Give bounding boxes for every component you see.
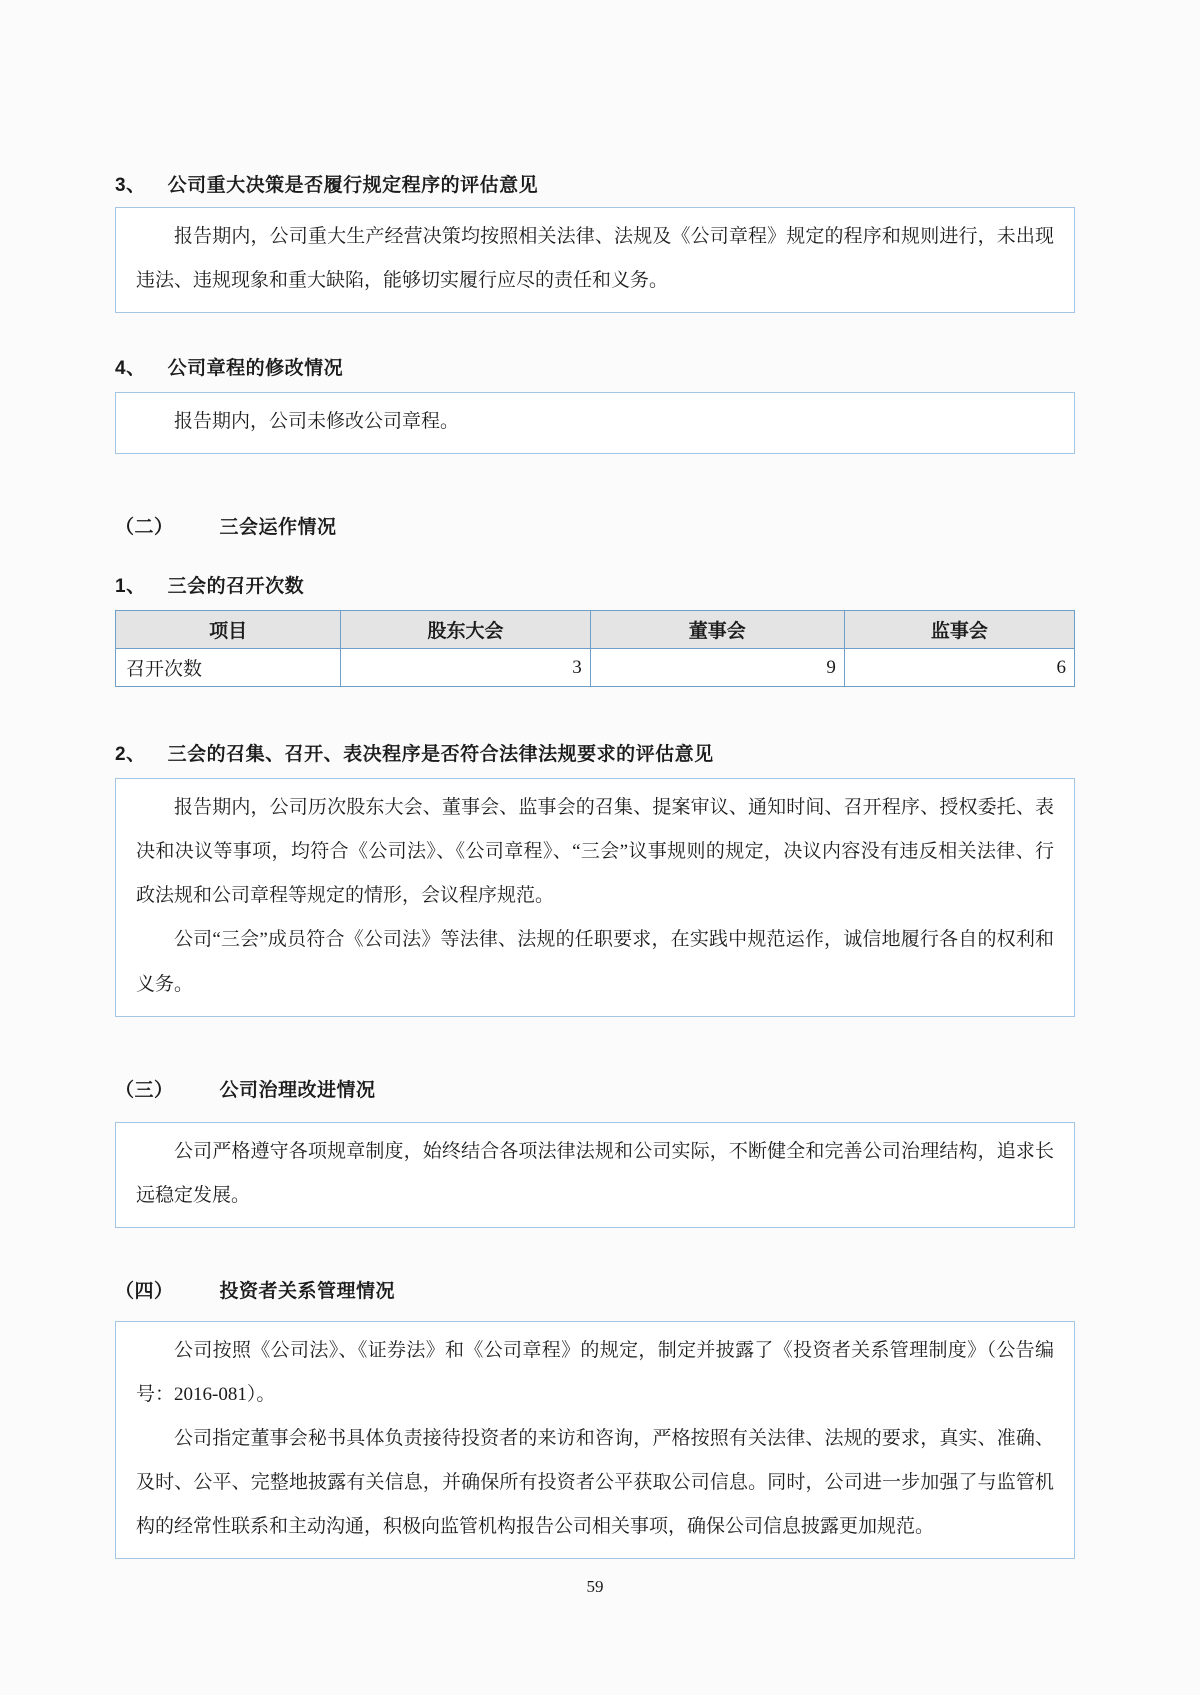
heading-title: 三会的召开次数: [167, 576, 305, 598]
table-cell-shareholders-count: 3: [341, 649, 590, 687]
table-header-board-of-directors: 董事会: [590, 611, 844, 649]
table-cell-row-label: 召开次数: [116, 649, 341, 687]
heading-number: 4、: [115, 358, 146, 380]
heading-number: （三）: [115, 1079, 174, 1101]
heading-title: 三会的召集、召开、表决程序是否符合法律法规要求的评估意见: [167, 744, 714, 766]
heading-number: 2、: [115, 744, 146, 766]
table-header-row: [116, 611, 1075, 649]
assessment-box-major-decisions: [115, 207, 1075, 313]
table-header-shareholders-meeting: 股东大会: [341, 611, 590, 649]
paragraph: 公司按照《公司法》、《证券法》和《公司章程》的规定，制定并披露了《投资者关系管理制度》（公告编号：2016-081）。: [136, 1339, 1054, 1405]
heading-number: （二）: [115, 517, 174, 539]
assessment-box-investor-relations: [115, 1321, 1075, 1559]
heading-title: 投资者关系管理情况: [219, 1280, 396, 1302]
paragraph: 报告期内，公司未修改公司章程。: [174, 411, 460, 433]
table-header-item: 项目: [116, 611, 341, 649]
table-header-supervisory-board: 监事会: [844, 611, 1074, 649]
heading-number: 3、: [115, 175, 146, 196]
heading-number: （四）: [115, 1280, 174, 1302]
heading-number: 1、: [115, 576, 146, 598]
assessment-box-three-meetings: [115, 778, 1075, 1016]
section-heading-4: [115, 1276, 1075, 1303]
table-cell-supervisors-count: 6: [844, 649, 1074, 687]
heading-title: 公司章程的修改情况: [167, 358, 344, 380]
page-number: 59: [586, 1577, 604, 1597]
paragraph: 报告期内，公司历次股东大会、董事会、监事会的召集、提案审议、通知时间、召开程序、授权委托、表决和决议等事项，均符合《公司法》、《公司章程》、“三会”议事规则的规定，决议内容没有违反相关法律、行政法规和公司章程等规定的情形，会议程序规范。: [136, 797, 1054, 907]
paragraph: 报告期内，公司重大生产经营决策均按照相关法律、法规及《公司章程》规定的程序和规则进行，未出现违法、违规现象和重大缺陷，能够切实履行应尽的责任和义务。: [136, 226, 1054, 292]
heading-item-3: [115, 170, 1075, 197]
paragraph: 公司严格遵守各项规章制度，始终结合各项法律法规和公司实际，不断健全和完善公司治理结构，追求长远稳定发展。: [136, 1140, 1054, 1206]
heading-title: 公司重大决策是否履行规定程序的评估意见: [167, 175, 539, 196]
heading-title: 三会运作情况: [219, 517, 337, 539]
subheading-1-meeting-counts: [115, 571, 1075, 598]
assessment-box-charter-amendment: [115, 392, 1075, 454]
table-row: [116, 649, 1075, 687]
paragraph: 公司“三会”成员符合《公司法》等法律、法规的任职要求，在实践中规范运作，诚信地履行各自的权利和义务。: [136, 929, 1054, 995]
document-content: [115, 170, 1075, 1597]
subheading-2-procedure-assessment: [115, 739, 1075, 766]
heading-title: 公司治理改进情况: [219, 1079, 376, 1101]
paragraph: 公司指定董事会秘书具体负责接待投资者的来访和咨询，严格按照有关法律、法规的要求，真实、准确、及时、公平、完整地披露有关信息，并确保所有投资者公平获取公司信息。同时，公司进一步加强了与监管机构的经常性联系和主动沟通，积极向监管机构报告公司相关事项，确保公司信息披露更加规范。: [136, 1427, 1054, 1538]
table-cell-directors-count: 9: [590, 649, 844, 687]
assessment-box-governance-improvement: [115, 1122, 1075, 1228]
section-heading-2: [115, 512, 1075, 539]
section-heading-3: [115, 1075, 1075, 1102]
meeting-count-table: [115, 610, 1075, 687]
heading-item-4: [115, 353, 1075, 380]
